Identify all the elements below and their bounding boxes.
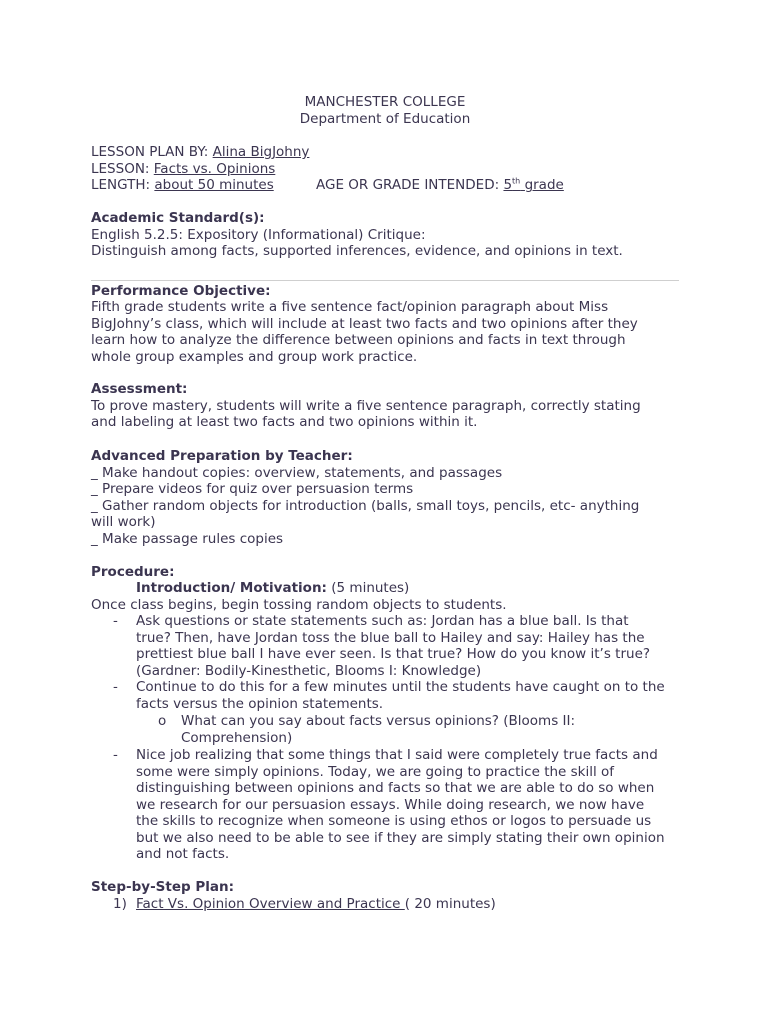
plan-item-time: ( 20 minutes): [404, 896, 496, 912]
objective-line: Fifth grade students write a five sentence fact/opinion paragraph about Miss: [91, 299, 609, 315]
length-value: about 50 minutes: [154, 177, 274, 193]
bullet-line: Ask questions or state statements such as: Jordan has a blue ball. Is that: [136, 613, 629, 629]
grade-line: [316, 177, 564, 193]
assessment-heading: Assessment:: [91, 381, 188, 397]
plan-item-link[interactable]: Fact Vs. Opinion Overview and Practice: [136, 896, 405, 912]
lesson-by-label: LESSON PLAN BY:: [91, 144, 209, 160]
sub-bullet-marker: o: [158, 713, 167, 729]
lesson-value: Facts vs. Opinions: [153, 161, 276, 177]
bullet-line: prettiest blue ball I have ever seen. Is that true? How do you know it’s true?: [136, 646, 651, 662]
bullet-line: Continue to do this for a few minutes until the students have caught on to the: [136, 679, 665, 695]
section-divider: [91, 280, 679, 281]
length-label: LENGTH:: [91, 177, 151, 193]
college-name: MANCHESTER COLLEGE: [304, 94, 466, 110]
bullet-line: true? Then, have Jordan toss the blue ball to Hailey and say: Hailey has the: [136, 630, 645, 646]
standards-heading: Academic Standard(s):: [91, 210, 265, 226]
bullet-marker: -: [113, 679, 118, 695]
preparation-item: _ Make handout copies: overview, statements, and passages: [91, 465, 503, 481]
bullet-line: we research for our persuasion essays. While doing research, we now have: [136, 797, 645, 813]
bullet-line: and not facts.: [136, 846, 230, 862]
bullet-line: distinguishing between opinions and facts so that we are able to do so when: [136, 780, 655, 796]
intro-line: [136, 580, 409, 596]
grade-value: 5th grade: [503, 176, 564, 193]
objective-heading: Performance Objective:: [91, 283, 271, 299]
objective-line: learn how to analyze the difference between opinions and facts in text through: [91, 332, 626, 348]
lesson-label: LESSON:: [91, 161, 150, 177]
intro-label: Introduction/ Motivation:: [136, 580, 327, 596]
bullet-line: the skills to recognize when someone is using ethos or logos to persuade us: [136, 813, 652, 829]
preparation-item: _ Make passage rules copies: [91, 531, 284, 547]
objective-line: BigJohny’s class, which will include at least two facts and two opinions after they: [91, 316, 638, 332]
preparation-item: _ Gather random objects for introduction (balls, small toys, pencils, etc- anything: [91, 498, 640, 514]
length-line: [91, 177, 274, 193]
procedure-heading: Procedure:: [91, 564, 175, 580]
objective-line: whole group examples and group work practice.: [91, 349, 418, 365]
lesson-line: [91, 161, 275, 177]
procedure-opening: Once class begins, begin tossing random objects to students.: [91, 597, 507, 613]
intro-time: (5 minutes): [331, 580, 410, 596]
preparation-heading: Advanced Preparation by Teacher:: [91, 448, 353, 464]
bullet-line: some were simply opinions. Today, we are going to practice the skill of: [136, 764, 615, 780]
bullet-marker: -: [113, 613, 118, 629]
sub-bullet-line: Comprehension): [181, 730, 293, 746]
assessment-line: To prove mastery, students will write a five sentence paragraph, correctly stating: [91, 398, 641, 414]
bullet-line: but we also need to be able to see if they are simply stating their own opinion: [136, 830, 665, 846]
assessment-line: and labeling at least two facts and two opinions within it.: [91, 414, 478, 430]
bullet-line: facts versus the opinion statements.: [136, 696, 384, 712]
grade-label: AGE OR GRADE INTENDED:: [316, 177, 500, 193]
plan-item-number: 1): [113, 896, 127, 912]
preparation-item: _ Prepare videos for quiz over persuasion terms: [91, 481, 414, 497]
bullet-marker: -: [113, 747, 118, 763]
preparation-item-continued: will work): [91, 514, 156, 530]
lesson-by-value: Alina BigJohny: [212, 144, 310, 160]
lesson-by-line: [91, 144, 309, 160]
standards-line: English 5.2.5: Expository (Informational) Critique:: [91, 227, 426, 243]
bullet-line: Nice job realizing that some things that I said were completely true facts and: [136, 747, 658, 763]
plan-item-1: [136, 896, 496, 912]
plan-heading: Step-by-Step Plan:: [91, 879, 235, 895]
bullet-line: (Gardner: Bodily-Kinesthetic, Blooms I: Knowledge): [136, 663, 482, 679]
department-name: Department of Education: [299, 111, 471, 127]
standards-line: Distinguish among facts, supported inferences, evidence, and opinions in text.: [91, 243, 623, 259]
sub-bullet-line: What can you say about facts versus opinions? (Blooms II:: [181, 713, 576, 729]
